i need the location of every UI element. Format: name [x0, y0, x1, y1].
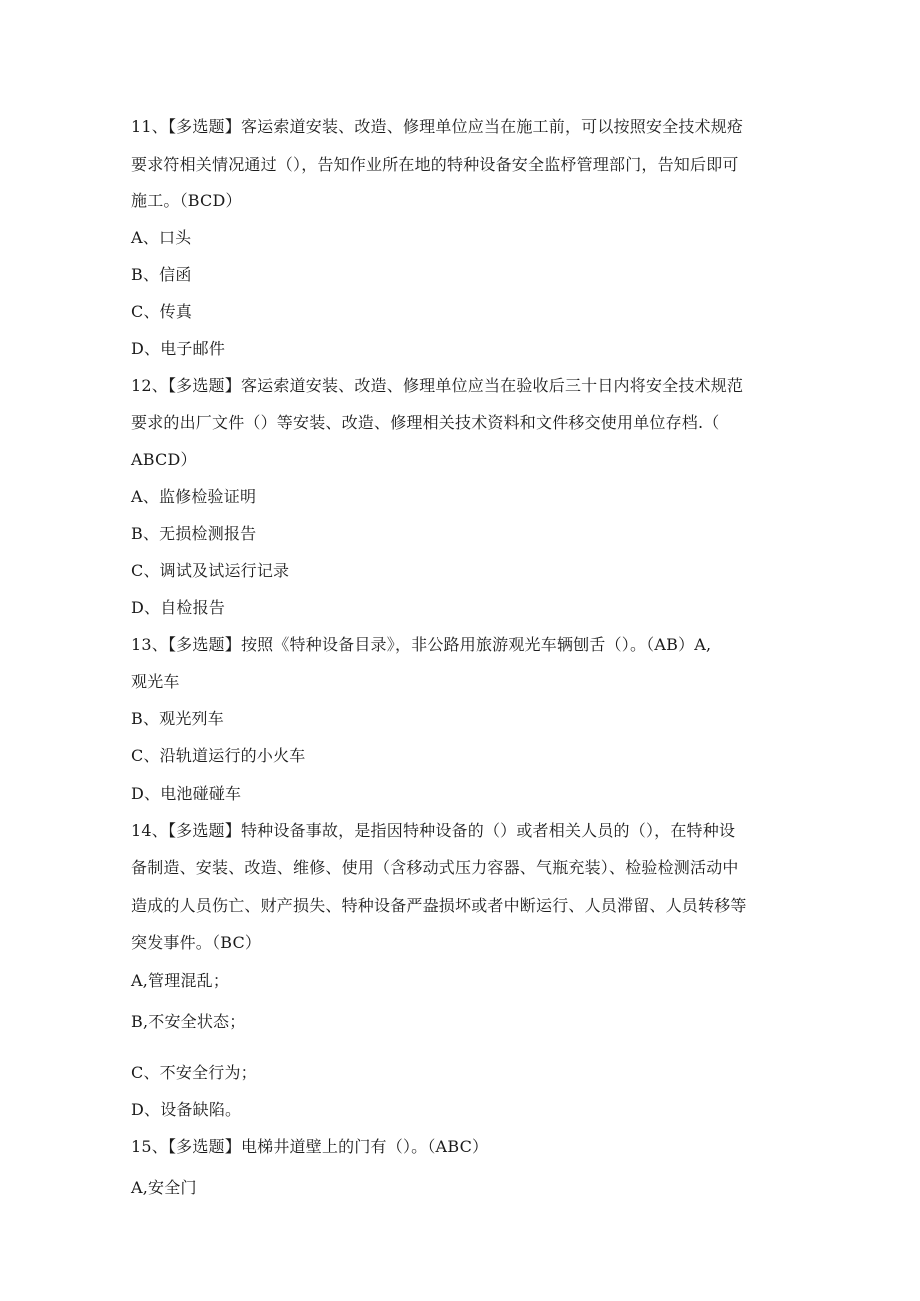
option-11-b: B、信函 [131, 265, 192, 284]
question-11-line-1: 11、【多选题】客运索道安装、改造、修理单位应当在施工前，可以按照安全技术规疮 [131, 117, 744, 136]
question-14-line-1: 14、【多选题】特种设备事故，是指因特种设备的（）或者相关人员的（），在特种设 [131, 821, 736, 840]
option-14-c: C、不安全行为； [131, 1063, 257, 1082]
option-11-a: A、口头 [131, 228, 192, 247]
option-12-d: D、自检报告 [131, 598, 226, 617]
option-11-c: C、传真 [131, 302, 193, 321]
option-12-c: C、调试及试运行记录 [131, 561, 290, 580]
option-14-a: A,管理混乱； [131, 971, 230, 990]
question-14-line-4: 突发事件。（BC） [131, 933, 262, 952]
option-15-a: A,安全门 [131, 1178, 197, 1197]
question-12-line-1: 12、【多选题】客运索道安装、改造、修理单位应当在验收后三十日内将安全技术规范 [131, 376, 744, 395]
question-14-line-3: 造成的人员伤亡、财产损失、特种设备严盎损坏或者中断运行、人员滞留、人员转移等 [131, 896, 747, 915]
question-13-line-2: 观光车 [131, 672, 180, 691]
question-15-line-1: 15、【多选题】电梯井道壁上的门有（）。（ABC） [131, 1137, 489, 1156]
option-14-b: B,不安全状态； [131, 1012, 246, 1031]
option-12-a: A、监修检验证明 [131, 487, 257, 506]
option-13-b: B、观光列车 [131, 709, 224, 728]
option-12-b: B、无损检测报告 [131, 524, 257, 543]
question-11-line-2: 要求符相关情况通过（），告知作业所在地的特种设备安全监杼管理部门，告知后即可 [131, 155, 739, 174]
option-14-d: D、设备缺陷。 [131, 1100, 242, 1119]
option-13-d: D、电池碰碰车 [131, 784, 242, 803]
question-14-line-2: 备制造、安装、改造、维修、使用（含移动式压力容器、气瓶充装）、检验检测活动中 [131, 858, 739, 877]
question-13-line-1: 13、【多选题】按照《特种设备目录》，非公路用旅游观光车辆刨舌（）。（AB）A, [131, 635, 712, 654]
question-11-line-3: 施工。（BCD） [131, 191, 242, 210]
option-11-d: D、电子邮件 [131, 339, 226, 358]
question-12-line-2: 要求的出厂文件（）等安装、改造、修理相关技术资料和文件移交使用单位存档.（ [131, 413, 720, 432]
question-12-line-3: ABCD） [131, 450, 197, 469]
option-13-c: C、沿轨道运行的小火车 [131, 746, 306, 765]
